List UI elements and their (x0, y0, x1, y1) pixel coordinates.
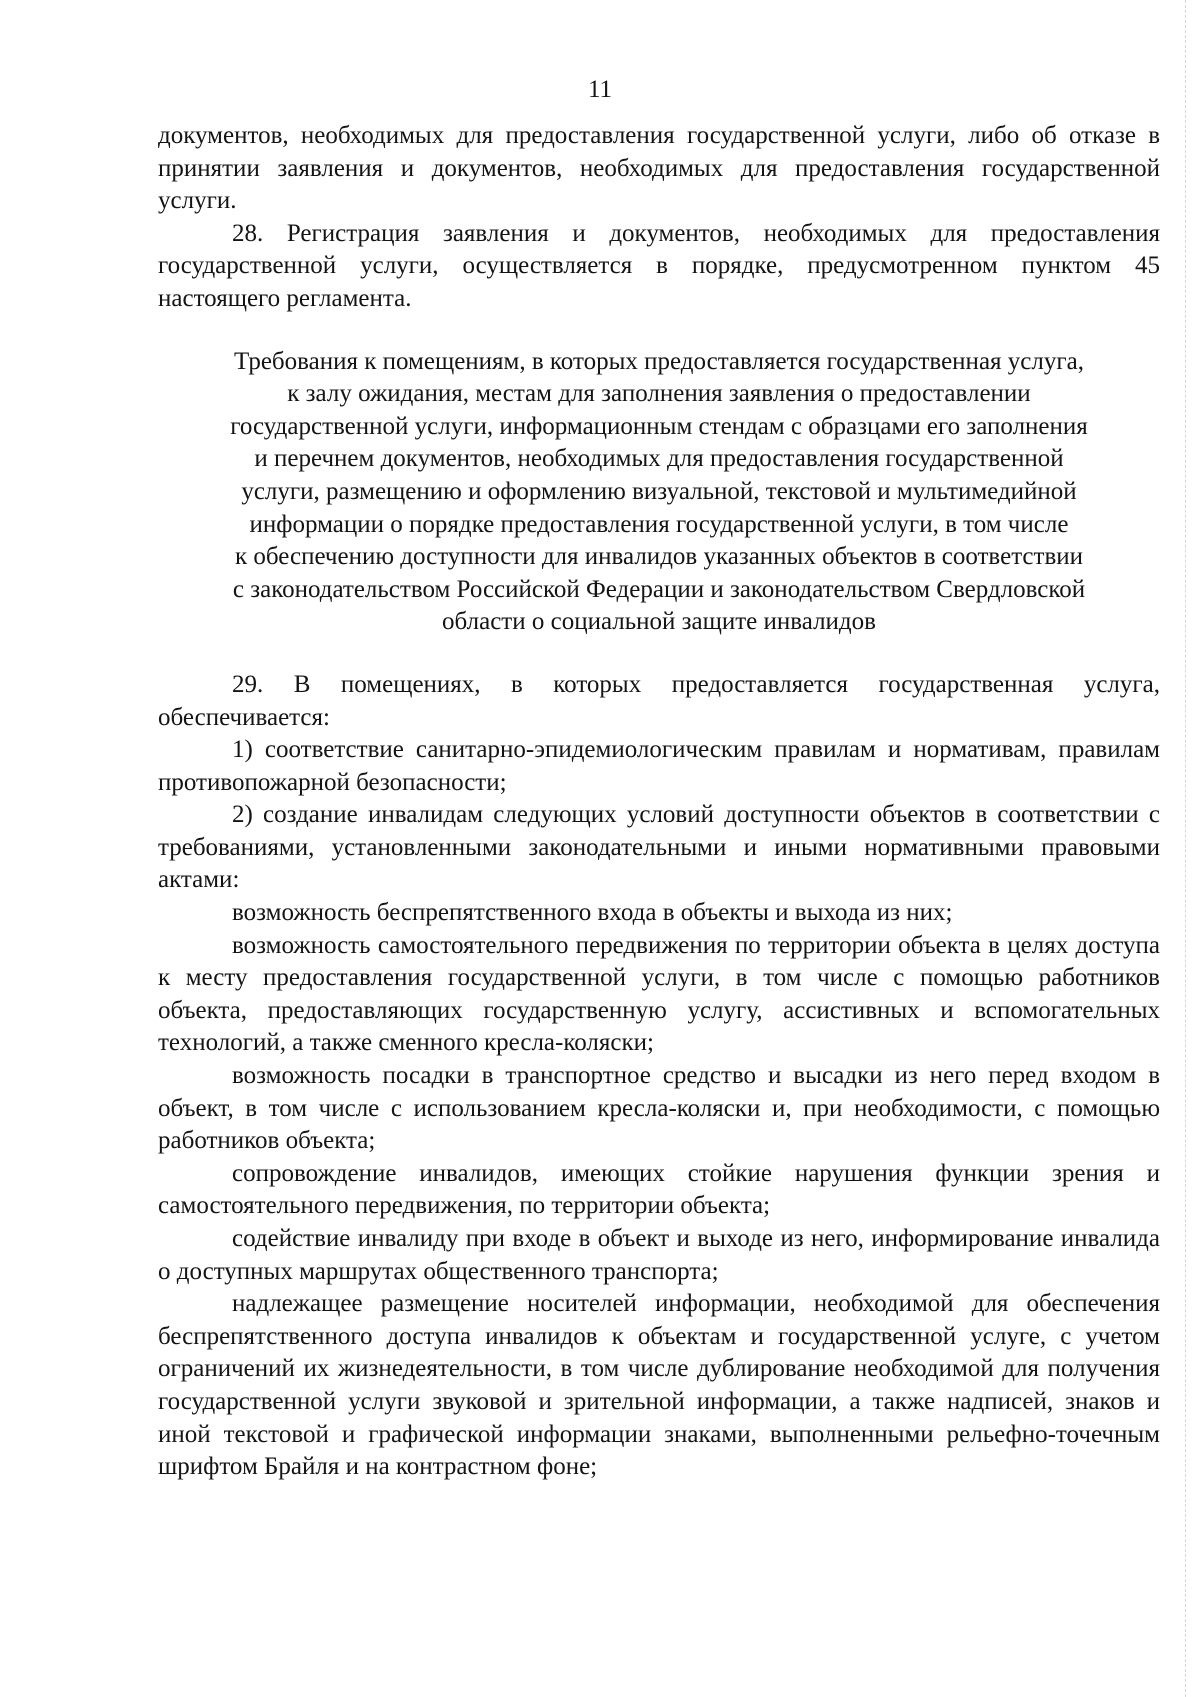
accessibility-condition-item: сопровождение инвалидов, имеющих стойкие нарушения функции зрения и самостоятельного передвижения, по территории объекта; (158, 1159, 1160, 1220)
section-heading (158, 346, 1160, 639)
section-heading-line: области о социальной защите инвалидов (442, 608, 876, 636)
accessibility-condition-item: надлежащее размещение носителей информации, необходимой для обеспечения беспрепятственного доступа инвалидов к объектам и государственной услуге, с учетом ограничений их жизнедеятельности, в том числе дублирование необходимой для получения государственной услуги звуковой и зрительной информации, а также надписей, знаков и иной текстовой и графической информации знаками, выполненными рельефно-точечным шрифтом Брайля и на контрастном фоне; (158, 1290, 1160, 1481)
document-body (158, 120, 1160, 1484)
list-item-1: 1) соответствие санитарно-эпидемиологическим правилам и нормативам, правилам противопожарной безопасности; (158, 736, 1160, 796)
accessibility-condition-item: содействие инвалиду при входе в объект и выходе из него, информирование инвалида о доступных маршрутах общественного транспорта; (158, 1225, 1160, 1285)
accessibility-condition-item: возможность самостоятельного передвижения по территории объекта в целях доступа к месту предоставления государственной услуги, в том числе с помощью работников объекта, предоставляющих государственную услугу, ассистивных и вспомогательных технологий, а также сменного кресла-коляски; (158, 931, 1160, 1057)
section-heading-line: Требования к помещениям, в которых предоставляется государственная услуга, (234, 347, 1084, 375)
section-heading-line: к обеспечению доступности для инвалидов указанных объектов в соответствии (234, 543, 1084, 571)
paragraph-28: 28. Регистрация заявления и документов, необходимых для предоставления государственной услуги, осуществляется в порядке, предусмотренном пунктом 45 настоящего регламента. (158, 219, 1160, 312)
section-heading-line: информации о порядке предоставления государственной услуги, в том числе (249, 510, 1069, 538)
section-heading-line: государственной услуги, информационным стендам с образцами его заполнения (230, 412, 1088, 440)
accessibility-condition-item: возможность беспрепятственного входа в объекты и выхода из них; (232, 899, 953, 927)
section-heading-line: услуги, размещению и оформлению визуальной, текстовой и мультимедийной (241, 477, 1077, 505)
intro-paragraph: документов, необходимых для предоставления государственной услуги, либо об отказе в принятии заявления и документов, необходимых для предоставления государственной услуги. (158, 122, 1160, 215)
section-heading-line: с законодательством Российской Федерации и законодательством Свердловской (232, 575, 1086, 603)
accessibility-condition-item: возможность посадки в транспортное средство и высадки из него перед входом в объект, в том числе с использованием кресла-коляски и, при необходимости, с помощью работников объекта; (158, 1062, 1160, 1155)
list-item-2: 2) создание инвалидам следующих условий доступности объектов в соответствии с требованиями, установленными законодательными и иными нормативными правовыми актами: (158, 801, 1160, 894)
section-heading-line: к залу ожидания, местам для заполнения заявления о предоставлении (287, 380, 1031, 408)
section-heading-line: и перечнем документов, необходимых для предоставления государственной (254, 445, 1064, 473)
page-edge-line (1185, 0, 1186, 1697)
paragraph-29: 29. В помещениях, в которых предоставляется государственная услуга, обеспечивается: (158, 670, 1160, 731)
page-number: 11 (587, 76, 613, 103)
